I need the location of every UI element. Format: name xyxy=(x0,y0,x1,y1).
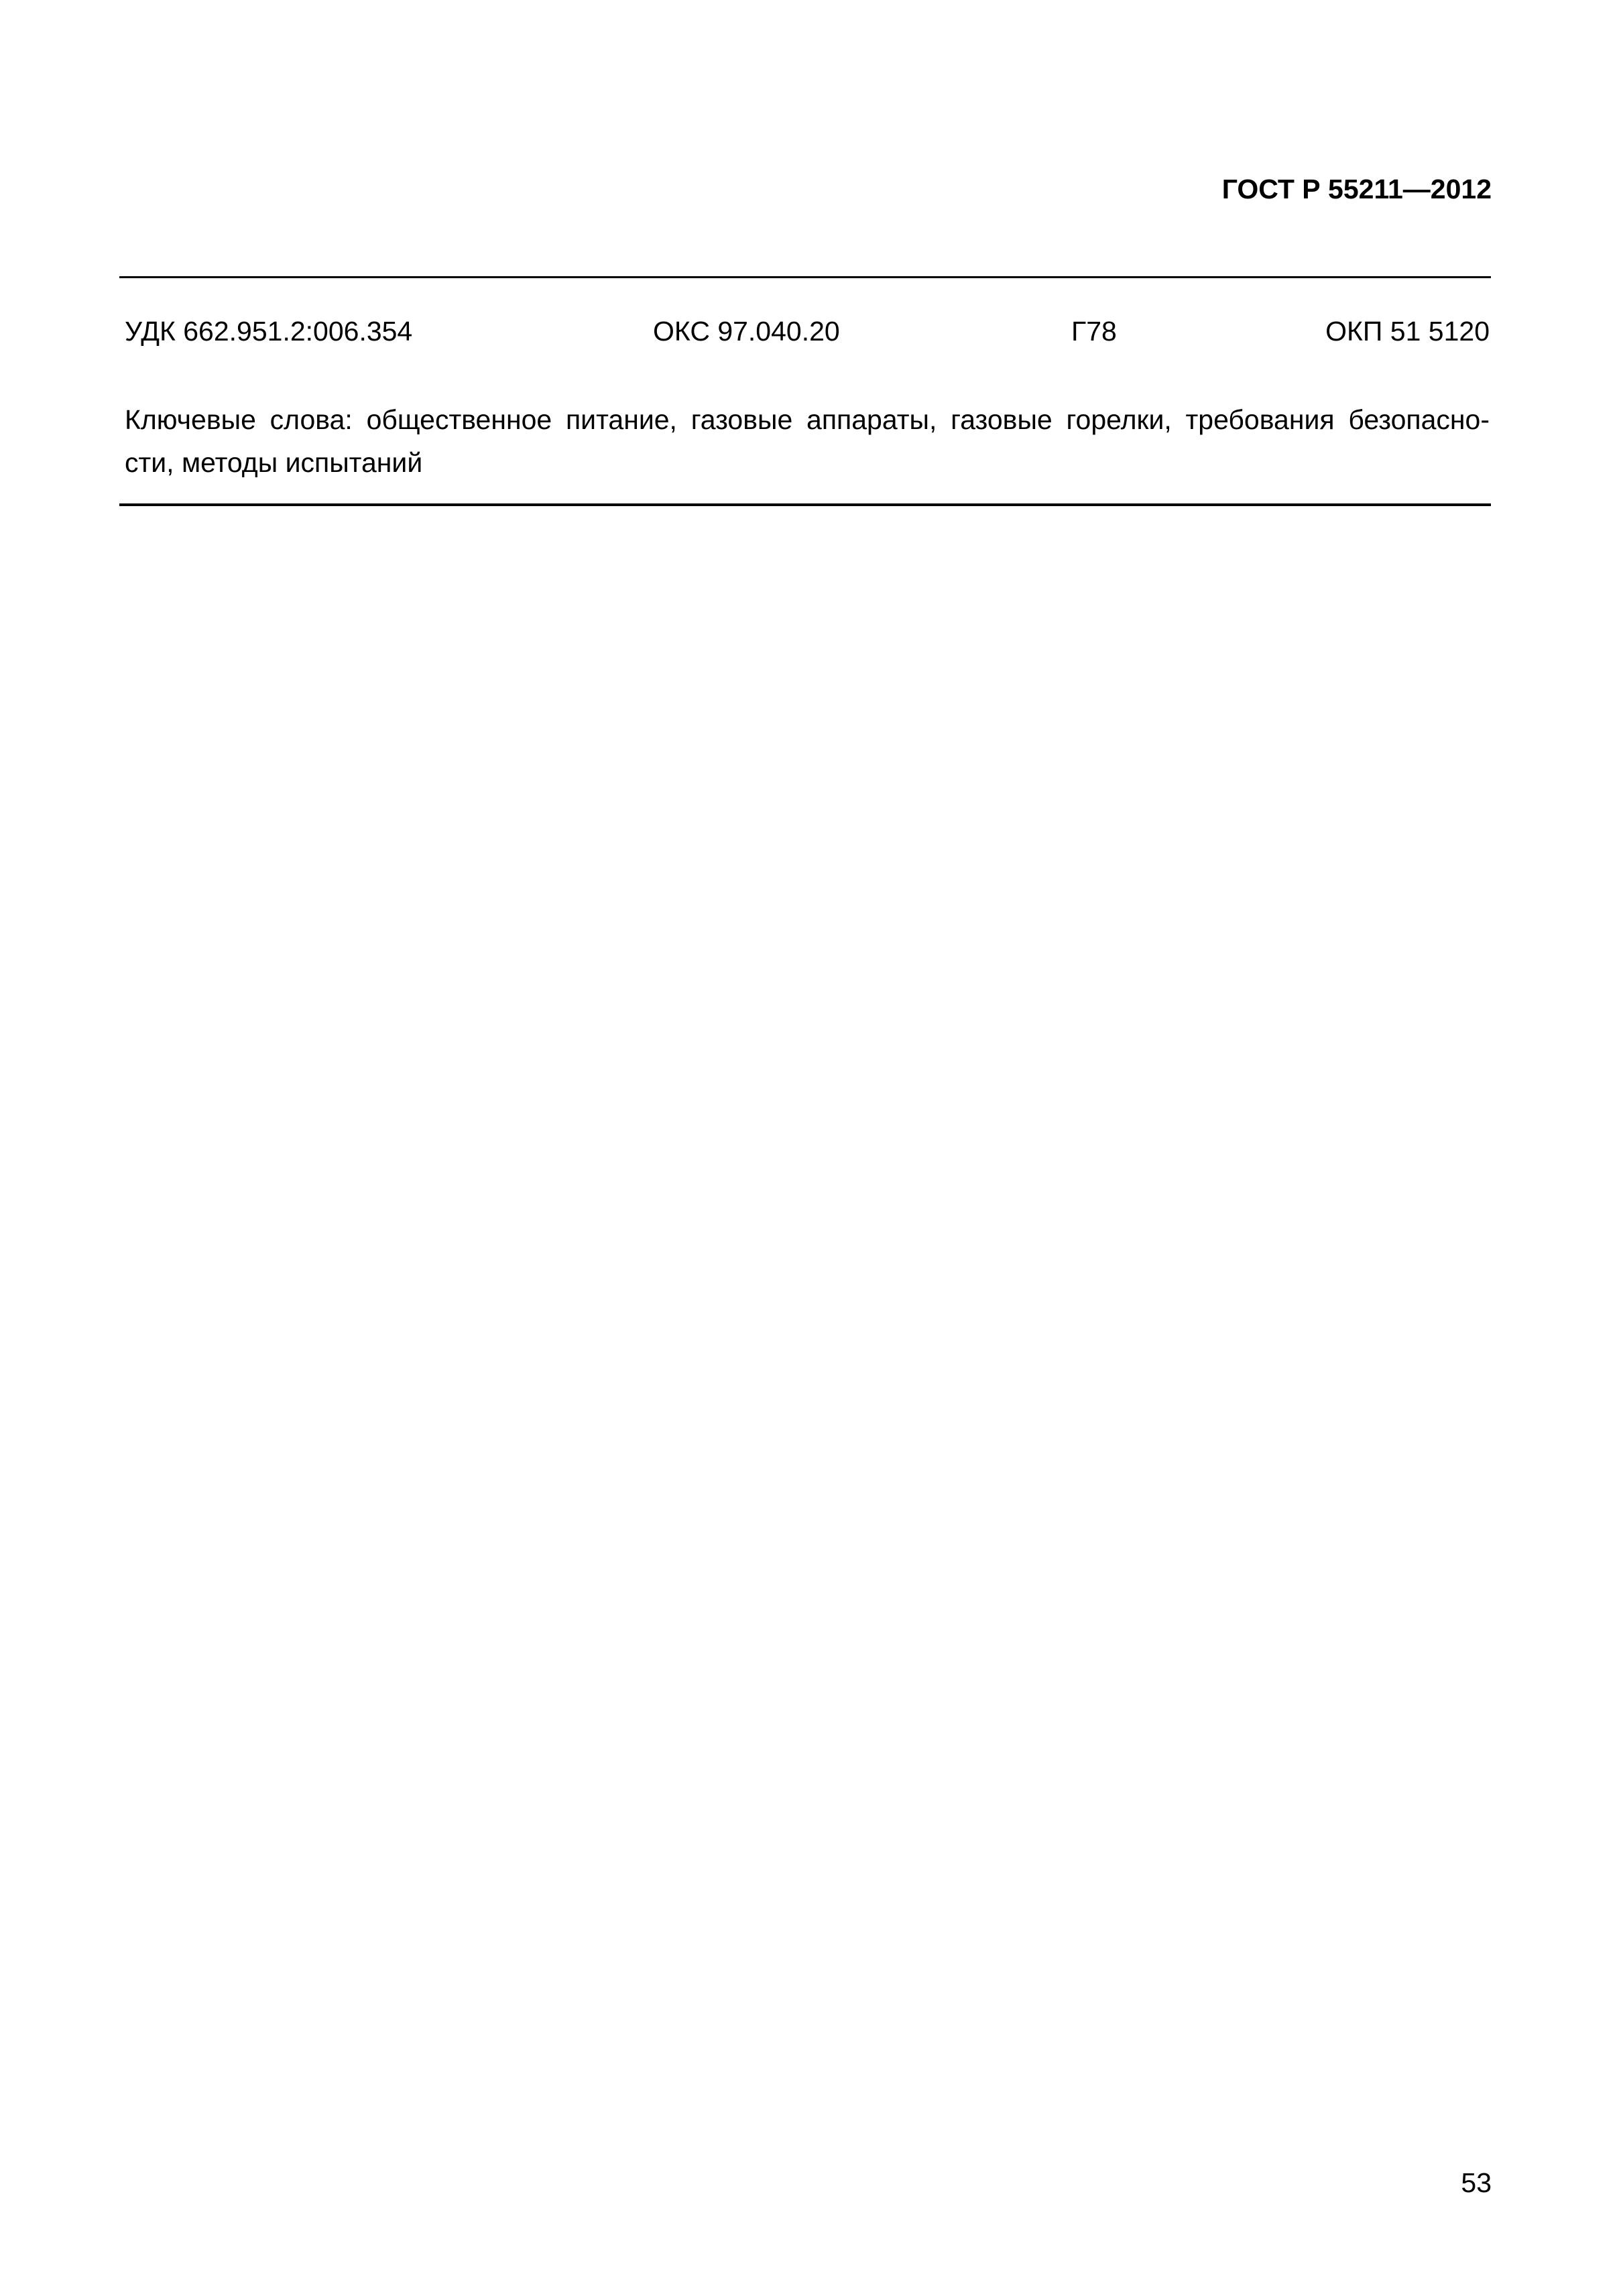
keywords-line-1: Ключевые слова: общественное питание, газовые аппараты, газовые горелки, требования безопасно- xyxy=(125,404,1490,435)
top-divider xyxy=(119,276,1491,278)
keywords-paragraph xyxy=(125,398,1490,484)
bottom-divider xyxy=(119,503,1491,506)
udk-code: УДК 662.951.2:006.354 xyxy=(125,316,413,347)
keywords-line-2: сти, методы испытаний xyxy=(125,447,423,478)
oks-code: ОКС 97.040.20 xyxy=(653,316,840,347)
okp-code: ОКП 51 5120 xyxy=(1325,316,1490,347)
group-code: Г78 xyxy=(1071,316,1117,347)
classification-row xyxy=(125,315,1490,347)
standard-code-header: ГОСТ Р 55211—2012 xyxy=(1221,174,1492,204)
page-number: 53 xyxy=(1461,2167,1492,2198)
